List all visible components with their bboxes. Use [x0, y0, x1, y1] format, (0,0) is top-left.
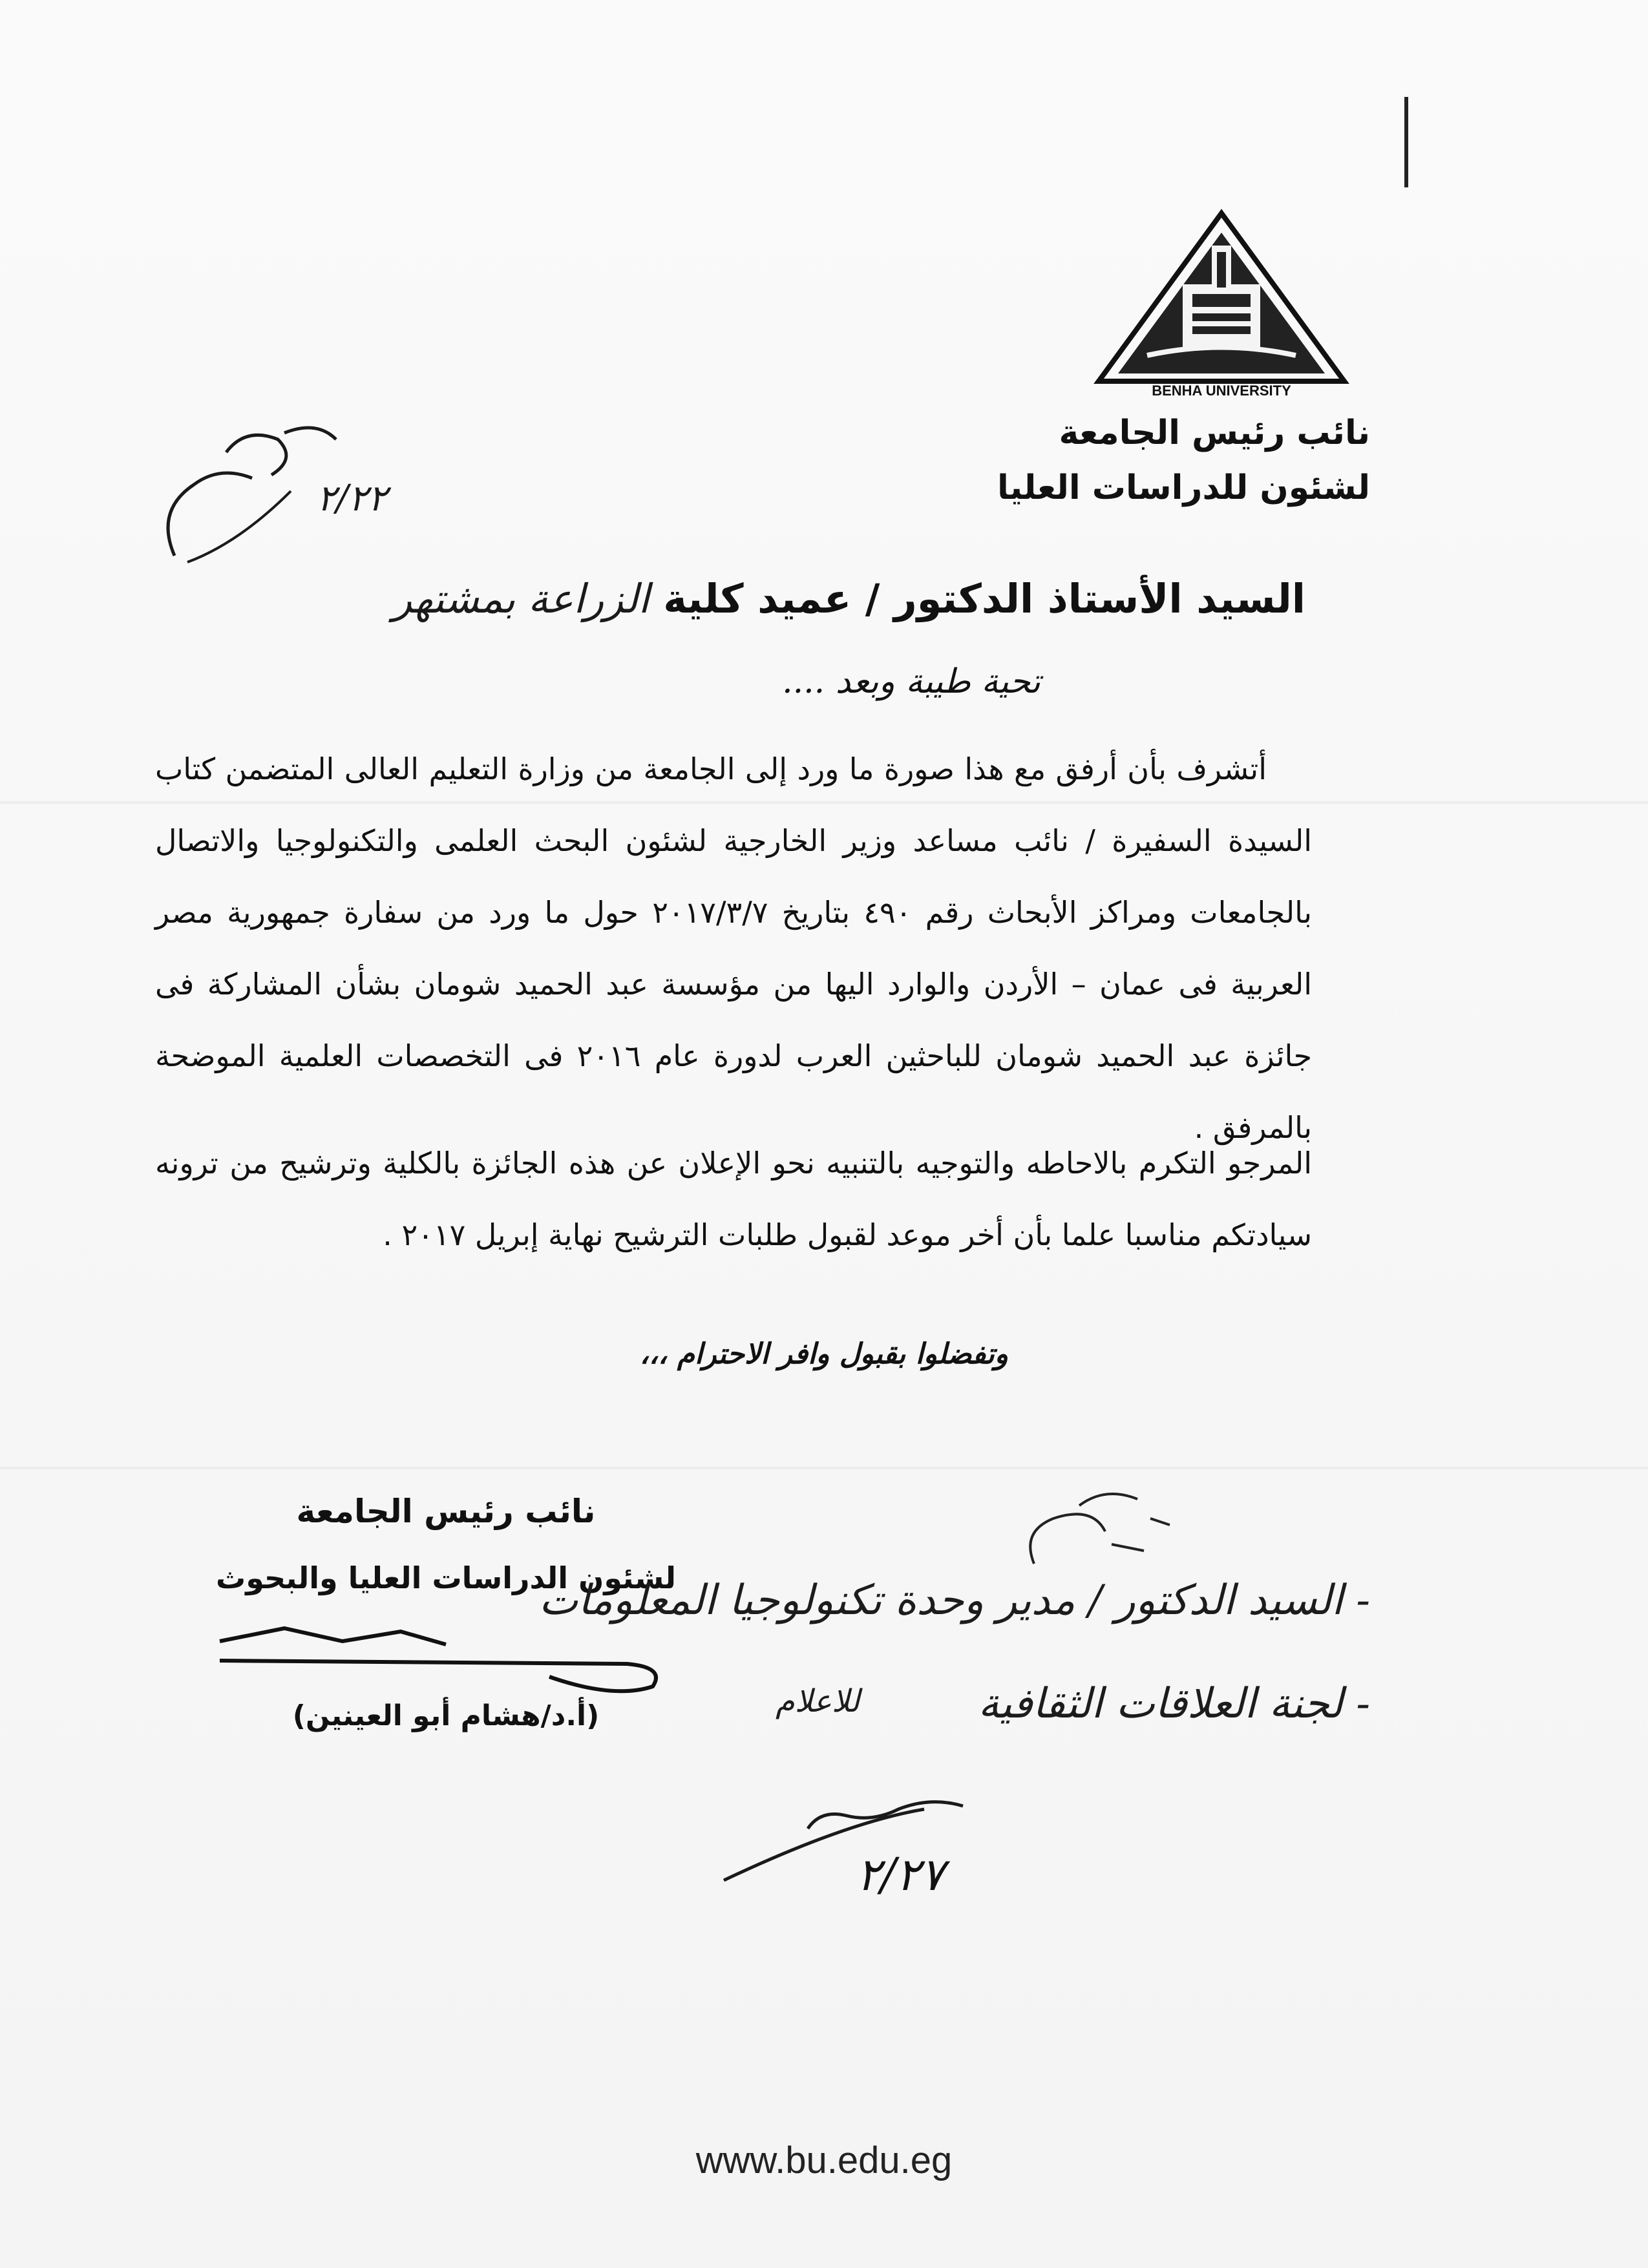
signature-title-1: نائب رئيس الجامعة: [296, 1493, 596, 1530]
paragraph-text: المرجو التكرم بالاحاطه والتوجيه بالتنبيه نحو الإعلان عن هذه الجائزة بالكلية وترشيح من ترونه سيادتكم مناسبا علما بأن أخر موعد لقبول طلبات الترشيح نهاية إبريل ٢٠١٧ .: [155, 1146, 1312, 1252]
header-title-line2: لشئون للدراسات العليا: [997, 468, 1370, 507]
addressee-line: [392, 575, 1305, 622]
closing-line: وتفضلوا بقبول وافر الاحترام ،،،: [639, 1338, 1008, 1370]
handwritten-initials: [1015, 1480, 1183, 1583]
handwritten-signoff-signature: [717, 1745, 989, 1887]
corner-note-date: ٢/٢٢: [317, 478, 388, 520]
greeting: تحية طيبة وبعد ....: [782, 662, 1041, 701]
header-title-line1: نائب رئيس الجامعة: [1059, 414, 1370, 452]
signatory-name: (أ.د/هشام أبو العينين): [292, 1699, 600, 1732]
footer-url: www.bu.edu.eg: [695, 2139, 953, 2181]
handwritten-corner-note: [149, 414, 388, 582]
letter-body-paragraph-2: [155, 1128, 1312, 1271]
logo-caption: BENHA UNIVERSITY: [1152, 383, 1291, 399]
edge-mark: [1404, 97, 1408, 187]
handwritten-instruction-1: - السيد الدكتور / مدير وحدة تكنولوجيا المعلومات: [539, 1577, 1370, 1624]
handwritten-instruction-1-suffix: للاعلام: [776, 1683, 860, 1719]
letter-body-paragraph-1: [155, 733, 1312, 1164]
handwritten-signature: [213, 1615, 679, 1706]
paragraph-text: أتشرف بأن أرفق مع هذا صورة ما ورد إلى الجامعة من وزارة التعليم العالى المتضمن كتاب السيدة السفيرة / نائب مساعد وزير الخارجية لشئون البحث العلمى والتكنولوجيا والاتصال بالجامعات ومراكز الأبحاث رقم ٤٩٠ بتاريخ ٢٠١٧/٣/٧ حول ما ورد من سفارة جمهورية مصر العربية فى عمان – الأردن والوارد اليها من مؤسسة عبد الحميد شومان بشأن المشاركة فى جائزة عبد الحميد شومان للباحثين العرب لدورة عام ٢٠١٦ فى التخصصات العلمية الموضحة بالمرفق .: [155, 751, 1313, 1145]
handwritten-date: ٢/٢٧: [856, 1848, 945, 1901]
handwritten-instruction-2: - لجنة العلاقات الثقافية: [978, 1680, 1370, 1728]
benha-university-logo: [1086, 207, 1357, 401]
paper-fold-line: [0, 1467, 1648, 1469]
addressee-handwritten: الزراعة بمشتهر: [392, 575, 650, 622]
addressee-printed: السيد الأستاذ الدكتور / عميد كلية: [663, 575, 1305, 622]
signature-title-2: لشئون الدراسات العليا والبحوث: [215, 1560, 677, 1595]
